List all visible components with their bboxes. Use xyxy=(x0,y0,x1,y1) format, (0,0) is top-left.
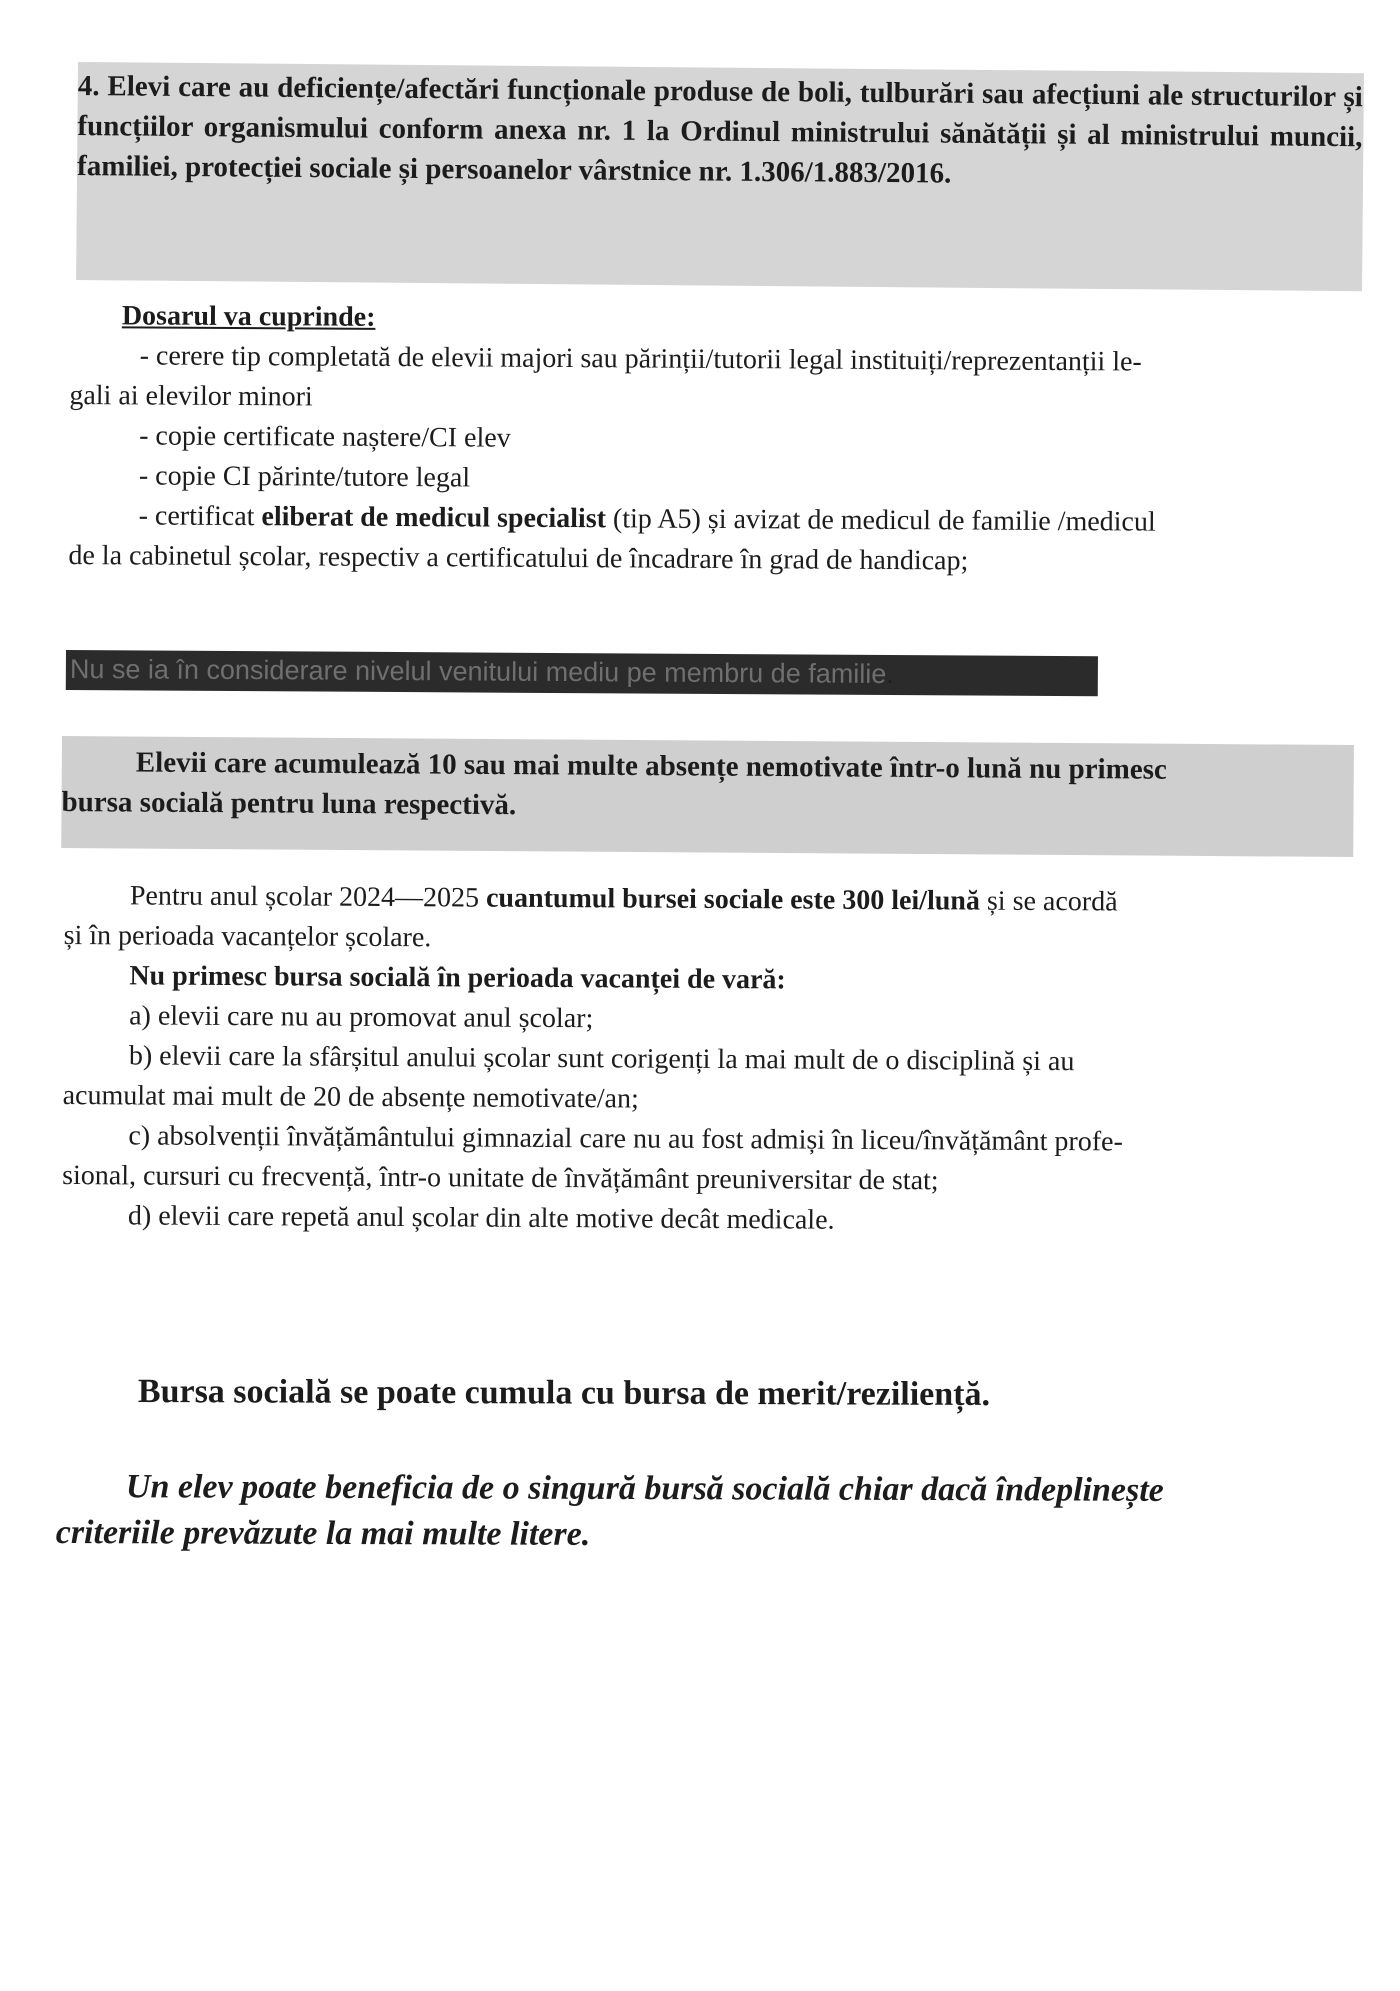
dosar-item-certificat-pre: - certificat xyxy=(138,500,262,533)
cuantum-bold: cuantumul bursei sociale este 300 lei/lună xyxy=(485,882,981,917)
venit-note xyxy=(70,651,1110,693)
venit-note-text: Nu se ia în considerare nivelul venitului mediu pe membru de familie xyxy=(69,653,887,689)
absente-paragraph xyxy=(61,742,1352,831)
dosar-item-certificat-post: (tip A5) și avizat de medicul de familie /medicul xyxy=(605,503,1156,538)
singur-first-line: Un elev poate beneficia de o singură bursă socială chiar dacă îndeplinește xyxy=(125,1468,1164,1509)
venit-note-end: . xyxy=(886,658,894,690)
cuantum-cont: și în perioada vacanțelor școlare. xyxy=(63,919,432,954)
vacanta-item-a: a) elevii care nu au promovat anul școlar; xyxy=(129,1000,594,1035)
absente-first-line: Elevii care acumulează 10 sau mai multe absențe nemotivate într-o lună nu primesc xyxy=(135,746,1167,786)
dosar-item-certificat-nastere: - copie certificate naștere/CI elev xyxy=(139,420,511,454)
absente-cont-line: bursa socială pentru luna respectivă. xyxy=(61,785,517,822)
vacanta-item-d: d) elevii care repetă anul școlar din alte motive decât medicale. xyxy=(127,1200,835,1236)
vacanta-item-c: c) absolvenții învățământului gimnazial care nu au fost admiși în liceu/învățământ profe- xyxy=(128,1120,1123,1158)
cuantum-pre: Pentru anul școlar 2024—2025 xyxy=(129,880,487,914)
dosar-item-copie-ci: - copie CI părinte/tutore legal xyxy=(138,460,471,494)
vacanta-item-b: b) elevii care la sfârșitul anului școlar sunt corigenți la mai mult de o disciplină și au xyxy=(128,1040,1075,1078)
vacanta-title: Nu primesc bursa socială în perioada vacanței de vară: xyxy=(129,960,786,996)
dosar-item-certificat-cont: de la cabinetul școlar, respectiv a certificatului de încadrare în grad de handicap; xyxy=(68,539,969,577)
singur-note xyxy=(56,1464,1356,1561)
merit-note: Bursa socială se poate cumula cu bursa de merit/reziliență. xyxy=(137,1373,991,1413)
dosar-section xyxy=(68,296,1365,584)
dosar-item-cerere-first: - cerere tip completată de elevii majori sau părinții/tutorii legal instituiți/reprezentanții le- xyxy=(139,340,1142,378)
section-4-paragraph: 4. Elevi care au deficiențe/afectări funcționale produse de boli, tulburări sau afecțiuni ale structurilor și funcțiilor organismului conform anexa nr. 1 la Ordinul ministrului sănătății și al ministrului muncii, familiei, protecției sociale și persoanelor vârstnice nr. 1.306/1.883/2016. xyxy=(76,69,1363,190)
cuantum-post: și se acordă xyxy=(979,885,1118,918)
vacanta-item-b-cont: acumulat mai mult de 20 de absențe nemotivate/an; xyxy=(62,1079,639,1115)
cuantum-section xyxy=(62,876,1354,1244)
singur-cont-line: criteriile prevăzute la mai multe litere. xyxy=(55,1513,591,1553)
dosar-item-certificat-bold: eliberat de medicul specialist xyxy=(261,501,607,535)
dosar-item-cerere-cont: gali ai elevilor minori xyxy=(69,379,313,413)
vacanta-item-c-cont: sional, cursuri cu frecvență, într-o unitate de învățământ preuniversitar de stat; xyxy=(62,1159,939,1197)
dosar-title: Dosarul va cuprinde: xyxy=(121,300,376,333)
